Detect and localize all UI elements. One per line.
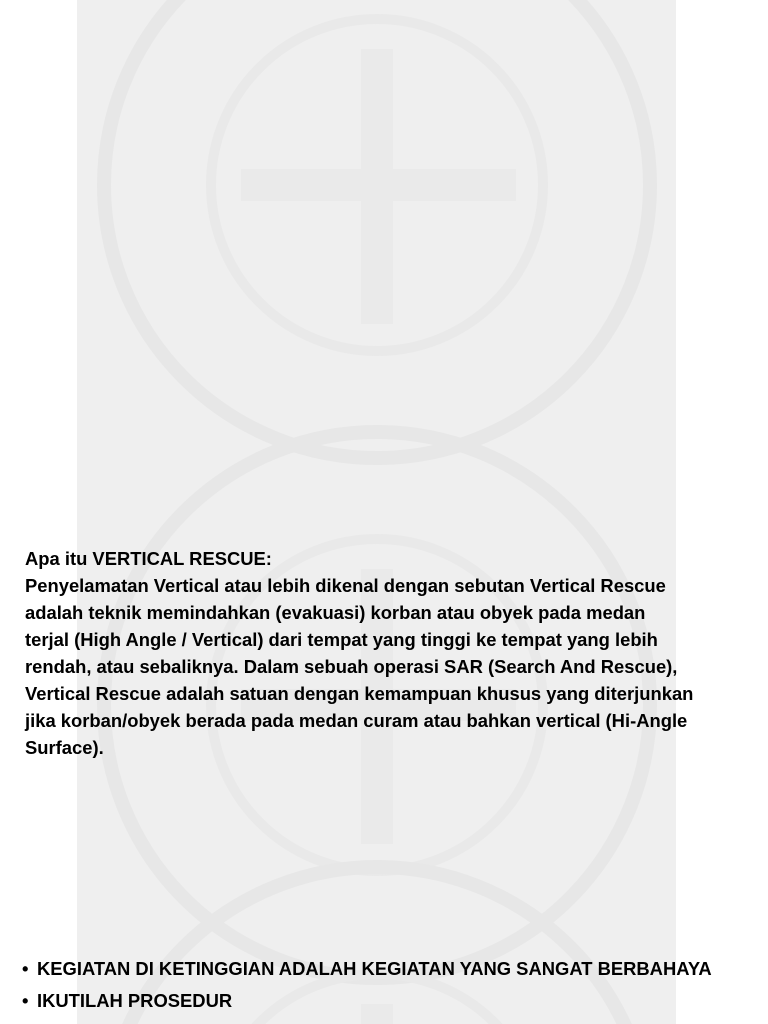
definition-section: [25, 545, 750, 761]
body-line: terjal (High Angle / Vertical) dari tempat yang tinggi ke tempat yang lebih: [25, 629, 658, 650]
body-line: Surface).: [25, 737, 104, 758]
body-line: rendah, atau sebaliknya. Dalam sebuah operasi SAR (Search And Rescue),: [25, 656, 678, 677]
bullet-item: • IKUTILAH PROSEDUR: [22, 985, 712, 1017]
body-line: Vertical Rescue adalah satuan dengan kemampuan khusus yang diterjunkan: [25, 683, 694, 704]
body-line: Penyelamatan Vertical atau lebih dikenal dengan sebutan Vertical Rescue: [25, 575, 666, 596]
body-line: adalah teknik memindahkan (evakuasi) korban atau obyek pada medan: [25, 602, 646, 623]
safety-bullet-list: [22, 953, 712, 1017]
watermark-emblem-icon: [97, 0, 657, 465]
section-heading: Apa itu VERTICAL RESCUE:: [25, 548, 272, 569]
watermark-background: [77, 0, 676, 1024]
body-line: jika korban/obyek berada pada medan curam atau bahkan vertical (Hi-Angle: [25, 710, 688, 731]
bullet-item: • KEGIATAN DI KETINGGIAN ADALAH KEGIATAN YANG SANGAT BERBAHAYA: [22, 953, 712, 985]
